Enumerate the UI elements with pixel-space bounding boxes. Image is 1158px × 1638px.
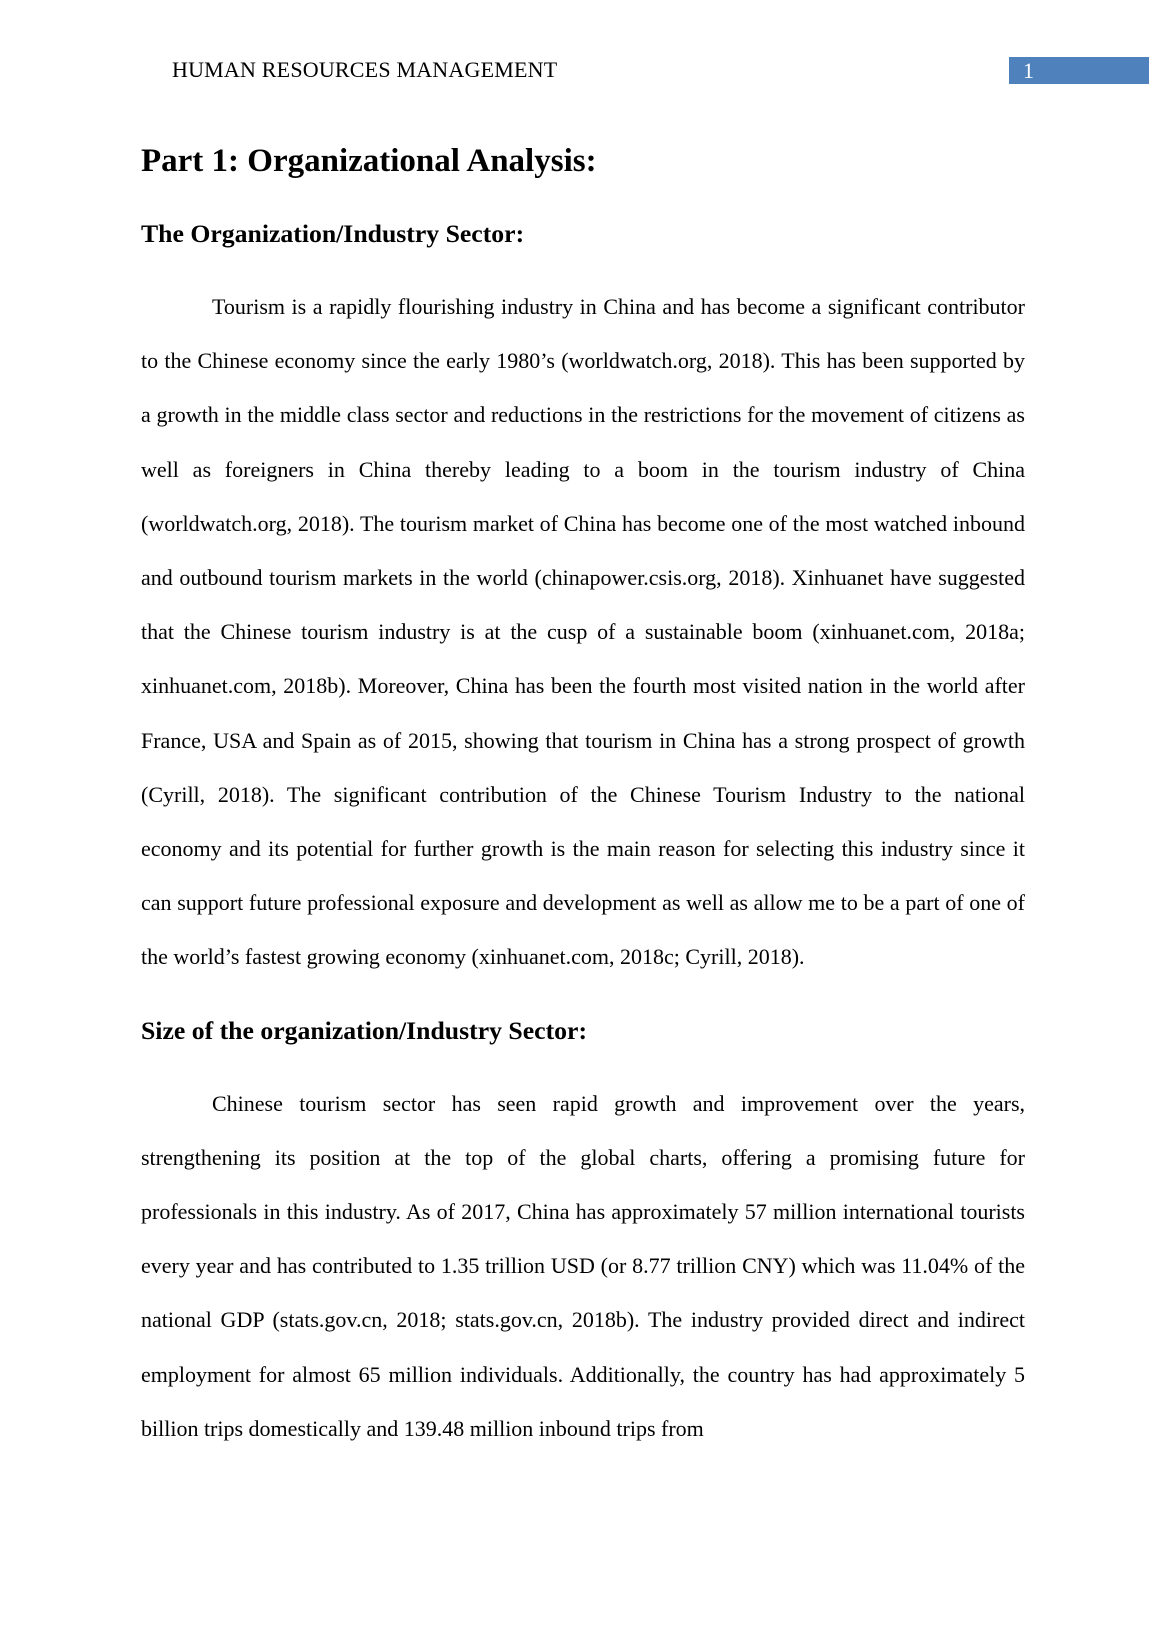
page-number: 1: [1009, 57, 1149, 84]
running-header-title: HUMAN RESOURCES MANAGEMENT: [172, 57, 558, 82]
paragraph-size-of-sector: Chinese tourism sector has seen rapid growth and improvement over the years, strengthening its position at the top of the global charts, offering a promising future for professionals in this industry. As of 2017, China has approximately 57 million international tourists every year and has contributed to 1.35 trillion USD (or 8.77 trillion CNY) which was 11.04% of the national GDP (stats.gov.cn, 2018; stats.gov.cn, 2018b). The industry provided direct and indirect employment for almost 65 million individuals. Additionally, the country has had approximately 5 billion trips domestically and 139.48 million inbound trips from: [141, 1090, 1025, 1441]
document-body: [141, 134, 1025, 1456]
paragraph-industry-sector: Tourism is a rapidly flourishing industry in China and has become a significant contributor to the Chinese economy since the early 1980’s (worldwatch.org, 2018). This has been supported by a growth in the middle class sector and reductions in the restrictions for the movement of citizens as well as foreigners in China thereby leading to a boom in the tourism industry of China (worldwatch.org, 2018). The tourism market of China has become one of the most watched inbound and outbound tourism markets in the world (chinapower.csis.org, 2018). Xinhuanet have suggested that the Chinese tourism industry is at the cusp of a sustainable boom (xinhuanet.com, 2018a; xinhuanet.com, 2018b). Moreover, China has been the fourth most visited nation in the world after France, USA and Spain as of 2015, showing that tourism in China has a strong prospect of growth (Cyrill, 2018). The significant contribution of the Chinese Tourism Industry to the national economy and its potential for further growth is the main reason for selecting this industry since it can support future professional exposure and development as well as allow me to be a part of one of the world’s fastest growing economy (xinhuanet.com, 2018c; Cyrill, 2018).: [141, 294, 1025, 970]
section-heading-size-of-sector: Size of the organization/Industry Sector:: [141, 1015, 588, 1045]
section-heading-industry-sector: The Organization/Industry Sector:: [141, 219, 525, 248]
section-heading-part-1: Part 1: Organizational Analysis:: [141, 143, 597, 179]
